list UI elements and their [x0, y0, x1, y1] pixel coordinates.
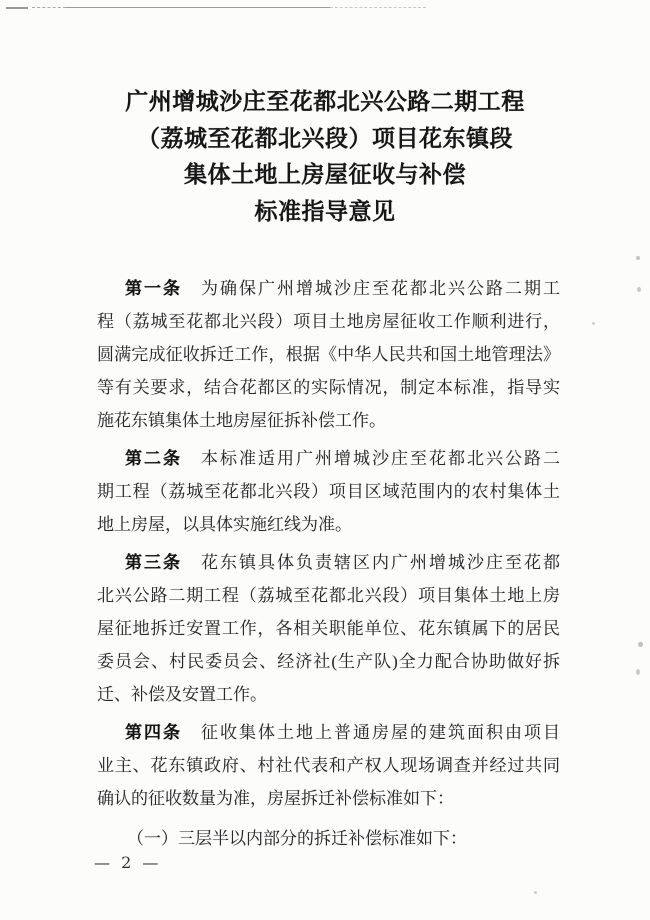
article-number-label: 第三条 — [125, 553, 182, 572]
text-line: 期工程（荔城至花都北兴段）项目区域范围内的农村集体土 — [97, 482, 560, 501]
scan-streak-segment — [66, 7, 330, 8]
text-line: 第四条 征收集体土地上普通房屋的建筑面积由项目 — [125, 723, 560, 742]
article-paragraph — [97, 546, 560, 711]
article-number-label: 第二条 — [125, 449, 182, 468]
title-line: 广州增城沙庄至花都北兴公路二期工程 — [125, 89, 525, 114]
text-line: 第三条 花东镇具体负责辖区内广州增城沙庄至花都 — [125, 553, 560, 572]
text-line: 施花东镇集体土地房屋征拆补偿工作。 — [97, 411, 386, 430]
text-line: 业主、花东镇政府、村社代表和产权人现场调查并经过共同 — [97, 756, 560, 775]
scan-speck — [638, 642, 643, 647]
text-line: 程（荔城至花都北兴段）项目土地房屋征收工作顺利进行， — [97, 312, 560, 331]
article-number-label: 第四条 — [125, 723, 182, 742]
document-body — [97, 272, 560, 855]
scan-streak-segment — [330, 7, 426, 8]
article-paragraph — [97, 272, 560, 437]
scan-speck — [636, 669, 640, 675]
title-line: 标准指导意见 — [254, 198, 396, 224]
scan-streak-segment — [6, 7, 28, 9]
article-number-label: 第一条 — [125, 279, 182, 298]
article-paragraph — [97, 716, 560, 855]
title-line: （荔城至花都北兴段）项目花东镇段 — [137, 125, 513, 151]
text-line: 地上房屋，以具体实施红线为准。 — [97, 515, 352, 534]
text-line: 第二条 本标准适用广州增城沙庄至花都北兴公路二 — [125, 449, 560, 468]
text-line: 等有关要求，结合花都区的实际情况，制定本标准，指导实 — [97, 378, 560, 397]
title-line: 集体土地上房屋征收与补偿 — [184, 162, 466, 187]
scan-streak-segment — [32, 7, 66, 8]
article-paragraph — [97, 442, 560, 541]
scan-speck — [636, 256, 640, 260]
text-line: 屋征地拆迁安置工作，各相关职能单位、花东镇属下的居民 — [97, 619, 560, 638]
text-line: 圆满完成征收拆迁工作，根据《中华人民共和国土地管理法》 — [97, 345, 560, 364]
text-line: 委员会、村民委员会、经济社(生产队)全力配合协助做好拆 — [97, 652, 560, 671]
document-title — [0, 84, 650, 230]
text-line: （一）三层半以内部分的拆迁补偿标准如下： — [127, 829, 467, 848]
scan-speck — [534, 891, 537, 894]
text-line: 北兴公路二期工程（荔城至花都北兴段）项目集体土地上房 — [97, 586, 560, 605]
scan-speck — [592, 322, 595, 325]
page-number: — 2 — — [94, 853, 162, 872]
scan-speck — [637, 287, 641, 292]
text-line: 迁、补偿及安置工作。 — [97, 685, 267, 704]
text-line: 确认的征收数量为准，房屋拆迁补偿标准如下： — [97, 789, 454, 808]
text-line: 第一条 为确保广州增城沙庄至花都北兴公路二期工 — [125, 279, 560, 298]
